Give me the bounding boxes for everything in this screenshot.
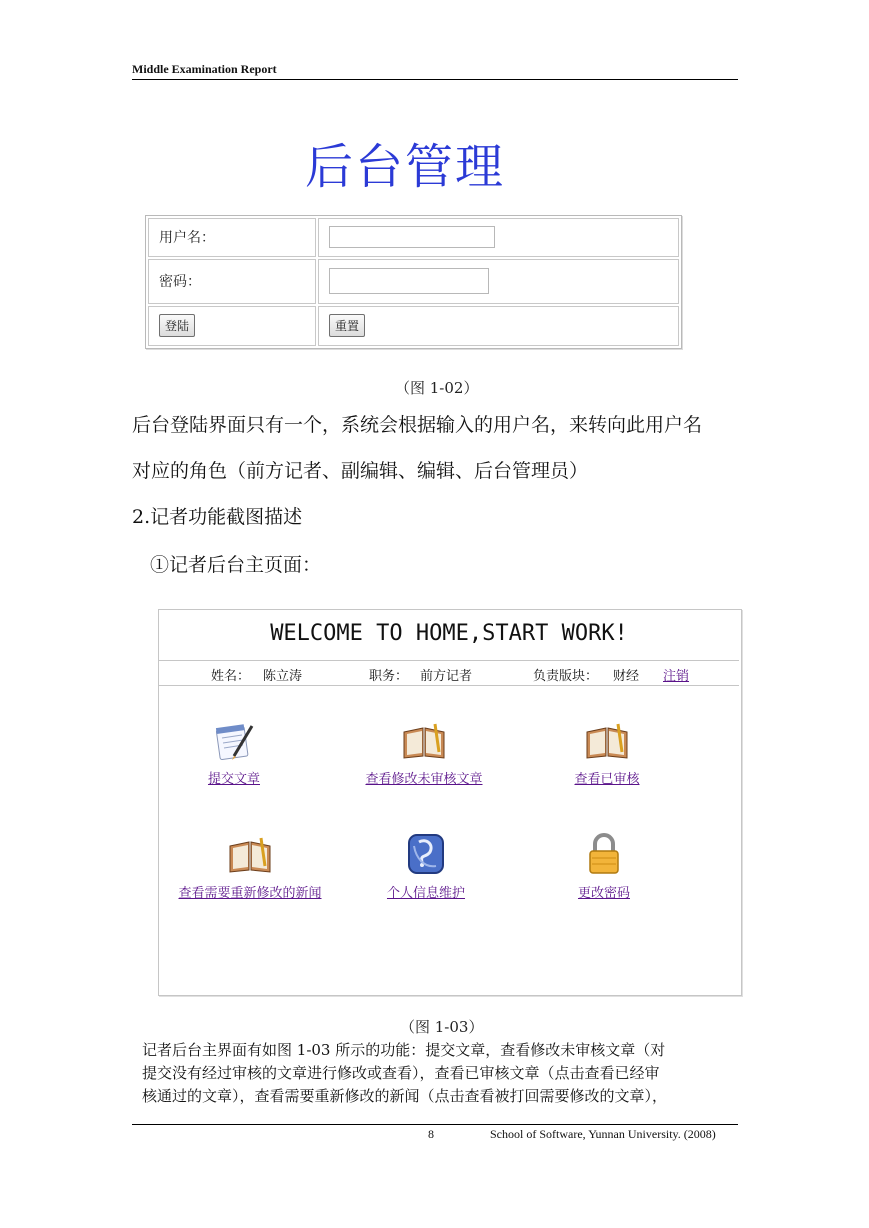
footer-school: School of Software, Yunnan University. (2008) [490,1127,716,1141]
login-button[interactable]: 登陆 [159,314,195,337]
open-book-icon [584,722,630,762]
open-book-icon [401,722,447,762]
home-welcome-title: WELCOME TO HOME,START WORK! [159,610,739,661]
login-button-cell [148,306,316,346]
tile-edit-unreviewed[interactable] [349,722,499,787]
reporter-home-panel [158,609,742,996]
notepad-pencil-icon [212,722,256,762]
tile-label[interactable]: 个人信息维护 [386,886,465,901]
tile-label[interactable]: 更改密码 [577,886,630,901]
paragraph-line: 后台登陆界面只有一个，系统会根据输入的用户名，来转向此用户名 [132,414,703,436]
username-cell [318,218,679,257]
figure-caption-1-03: （图 1-03） [400,1018,484,1036]
padlock-icon [586,832,622,876]
role-value: 前方记者 [420,669,473,684]
user-info-bar [159,661,739,686]
tile-change-password[interactable] [559,832,649,901]
tile-label[interactable]: 查看已审核 [574,772,640,787]
figure-caption-1-02: （图 1-02） [395,379,479,397]
section-heading: 2.记者功能截图描述 [132,506,303,528]
paragraph-line: 记者后台主界面有如图 1-03 所示的功能：提交文章，查看修改未审核文章（对 [142,1041,666,1059]
paragraph-line: 核通过的文章），查看需要重新修改的新闻（点击查看被打回需要修改的文章）， [142,1087,668,1105]
tile-submit-article[interactable] [189,722,279,787]
tile-label[interactable]: 查看需要重新修改的新闻 [178,886,322,901]
tile-label[interactable]: 查看修改未审核文章 [365,772,483,787]
paragraph-line: 提交没有经过审核的文章进行修改或查看），查看已审核文章（点击查看已经审 [142,1064,660,1082]
section-label: 负责版块： [533,669,599,684]
username-label: 用户名： [148,218,316,257]
tile-profile[interactable] [371,832,481,901]
login-heading: 后台管理 [305,139,506,195]
reset-button[interactable]: 重置 [329,314,365,337]
running-header: Middle Examination Report [132,62,277,76]
subsection-heading: ①记者后台主页面： [150,554,322,576]
password-label: 密码： [148,259,316,304]
user-profile-icon [406,832,446,876]
role-label: 职务： [369,669,409,684]
header-rule [132,79,738,80]
footer-rule [132,1124,738,1125]
section-value: 财经 [613,669,640,684]
tile-news-to-revise[interactable] [165,836,335,901]
tile-label[interactable]: 提交文章 [207,772,260,787]
tile-view-reviewed[interactable] [557,722,657,787]
login-form [145,215,682,349]
password-cell [318,259,679,304]
reset-button-cell [318,306,679,346]
password-input[interactable] [329,268,489,294]
login-form-table [146,216,681,348]
logout-link[interactable]: 注销 [663,669,690,684]
name-value: 陈立涛 [263,669,303,684]
username-input[interactable] [329,226,495,248]
page-number: 8 [428,1127,434,1141]
open-book-icon [227,836,273,876]
name-label: 姓名： [211,669,251,684]
paragraph-line: 对应的角色（前方记者、副编辑、编辑、后台管理员） [132,460,589,482]
